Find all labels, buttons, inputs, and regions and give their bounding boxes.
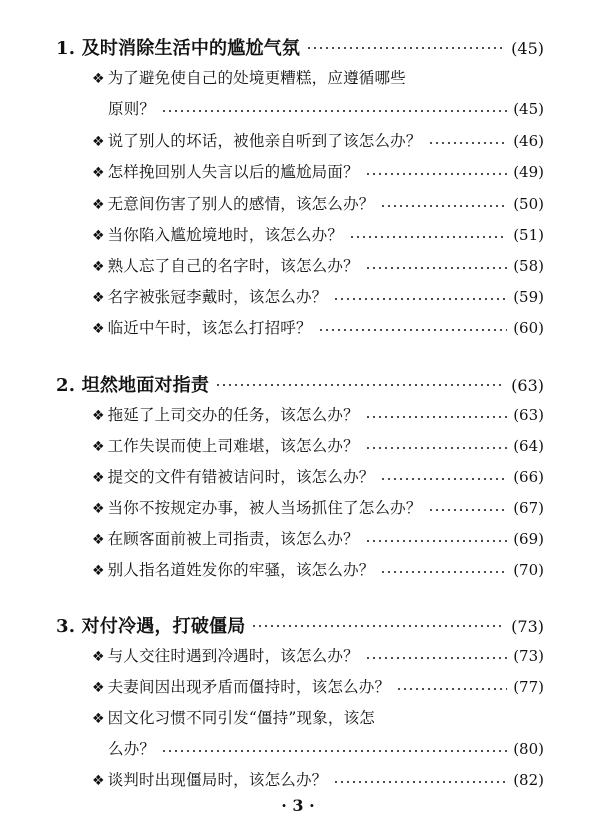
- page-number: · 3 ·: [281, 796, 315, 815]
- dot-leader: [365, 529, 507, 545]
- entry-title: 与人交往时遇到冷遇时，该怎么办？: [107, 647, 359, 665]
- diamond-bullet-icon: ❖: [92, 711, 105, 727]
- diamond-bullet-icon: ❖: [92, 501, 105, 517]
- dot-leader: [428, 131, 508, 147]
- toc-entry: [0, 403, 596, 425]
- diamond-bullet-icon: ❖: [92, 649, 105, 665]
- section-page: (45): [511, 39, 544, 58]
- section-page: (63): [511, 376, 544, 395]
- entry-title: 临近中午时，该怎么打招呼？: [107, 319, 312, 337]
- toc-entry: [0, 192, 596, 214]
- toc-entry: [0, 223, 596, 245]
- entry-title: 工作失误而使上司难堪，该怎么办？: [107, 437, 359, 455]
- dot-leader: [333, 287, 507, 303]
- entry-page: (58): [513, 257, 544, 275]
- diamond-bullet-icon: ❖: [92, 563, 105, 579]
- diamond-bullet-icon: ❖: [92, 439, 105, 455]
- diamond-bullet-icon: ❖: [92, 134, 105, 150]
- toc-section-heading: [0, 371, 596, 397]
- section-title: 2. 坦然地面对指责: [56, 375, 210, 396]
- toc-entry: [0, 527, 596, 549]
- diamond-bullet-icon: ❖: [92, 470, 105, 486]
- entry-page: (77): [513, 678, 544, 696]
- entry-title-cont: 原则？: [108, 100, 156, 118]
- entry-page: (82): [513, 771, 544, 789]
- toc-entry-continuation: [0, 97, 596, 119]
- dot-leader: [428, 498, 508, 514]
- entry-page: (80): [513, 740, 544, 758]
- dot-leader: [365, 436, 507, 452]
- entry-title: 夫妻间因出现矛盾而僵持时，该怎么办？: [107, 678, 391, 696]
- diamond-bullet-icon: ❖: [92, 532, 105, 548]
- dot-leader: [306, 36, 505, 54]
- dot-leader: [318, 318, 508, 334]
- section-page: (73): [511, 617, 544, 636]
- entry-page: (50): [513, 195, 544, 213]
- diamond-bullet-icon: ❖: [92, 408, 105, 424]
- diamond-bullet-icon: ❖: [92, 773, 105, 789]
- diamond-bullet-icon: ❖: [92, 71, 105, 87]
- dot-leader: [365, 256, 507, 272]
- entry-page: (59): [513, 288, 544, 306]
- toc-entry: [0, 316, 596, 338]
- dot-leader: [380, 560, 507, 576]
- toc-entry: [0, 675, 596, 697]
- dot-leader: [365, 405, 507, 421]
- dot-leader: [215, 373, 505, 391]
- dot-leader: [396, 677, 507, 693]
- toc-entry: [0, 129, 596, 151]
- toc-entry: [0, 285, 596, 307]
- dot-leader: [349, 225, 507, 241]
- toc-entry: [0, 558, 596, 580]
- toc-entry: [0, 644, 596, 666]
- entry-page: (73): [513, 647, 544, 665]
- toc-entry-continuation: [0, 737, 596, 759]
- toc-entry: [0, 160, 596, 182]
- dot-leader: [365, 646, 507, 662]
- entry-title: 别人指名道姓发你的牢骚，该怎么办？: [107, 561, 375, 579]
- dot-leader: [161, 739, 507, 755]
- section-title: 3. 对付冷遇，打破僵局: [56, 616, 246, 637]
- entry-title: 为了避免使自己的处境更糟糕，应遵循哪些: [107, 69, 406, 87]
- toc-entry: [0, 465, 596, 487]
- dot-leader: [161, 99, 507, 115]
- dot-leader: [380, 467, 507, 483]
- dot-leader: [365, 162, 507, 178]
- toc-entry: [0, 706, 596, 728]
- entry-page: (63): [513, 406, 544, 424]
- entry-title: 谈判时出现僵局时，该怎么办？: [107, 771, 328, 789]
- entry-page: (46): [513, 132, 544, 150]
- entry-title: 因文化习惯不同引发“僵持”现象，该怎: [107, 709, 376, 727]
- section-title: 1. 及时消除生活中的尴尬气氛: [56, 38, 301, 59]
- entry-page: (64): [513, 437, 544, 455]
- entry-page: (51): [513, 226, 544, 244]
- entry-page: (70): [513, 561, 544, 579]
- toc-entry: [0, 434, 596, 456]
- dot-leader: [380, 194, 507, 210]
- entry-title: 无意间伤害了别人的感情，该怎么办？: [107, 195, 375, 213]
- entry-title: 名字被张冠李戴时，该怎么办？: [107, 288, 328, 306]
- toc-entry: [0, 66, 596, 88]
- diamond-bullet-icon: ❖: [92, 197, 105, 213]
- entry-page: (67): [513, 499, 544, 517]
- entry-title: 拖延了上司交办的任务，该怎么办？: [107, 406, 359, 424]
- diamond-bullet-icon: ❖: [92, 259, 105, 275]
- toc-entry: [0, 254, 596, 276]
- entry-page: (60): [513, 319, 544, 337]
- toc-section-heading: [0, 34, 596, 60]
- dot-leader: [251, 614, 505, 632]
- diamond-bullet-icon: ❖: [92, 165, 105, 181]
- entry-title: 说了别人的坏话，被他亲自听到了该怎么办？: [107, 132, 422, 150]
- toc-entry: [0, 768, 596, 790]
- entry-page: (49): [513, 163, 544, 181]
- dot-leader: [333, 770, 507, 786]
- entry-title: 当你不按规定办事，被人当场抓住了怎么办？: [107, 499, 422, 517]
- entry-title: 当你陷入尴尬境地时，该怎么办？: [107, 226, 344, 244]
- entry-title-cont: 么办？: [108, 740, 156, 758]
- diamond-bullet-icon: ❖: [92, 680, 105, 696]
- toc-entry: [0, 496, 596, 518]
- entry-title: 熟人忘了自己的名字时，该怎么办？: [107, 257, 359, 275]
- toc-section-heading: [0, 612, 596, 638]
- entry-page: (66): [513, 468, 544, 486]
- diamond-bullet-icon: ❖: [92, 228, 105, 244]
- entry-title: 在顾客面前被上司指责，该怎么办？: [107, 530, 359, 548]
- entry-page: (45): [513, 100, 544, 118]
- entry-title: 提交的文件有错被诘问时，该怎么办？: [107, 468, 375, 486]
- diamond-bullet-icon: ❖: [92, 321, 105, 337]
- diamond-bullet-icon: ❖: [92, 290, 105, 306]
- entry-page: (69): [513, 530, 544, 548]
- entry-title: 怎样挽回别人失言以后的尴尬局面？: [107, 163, 359, 181]
